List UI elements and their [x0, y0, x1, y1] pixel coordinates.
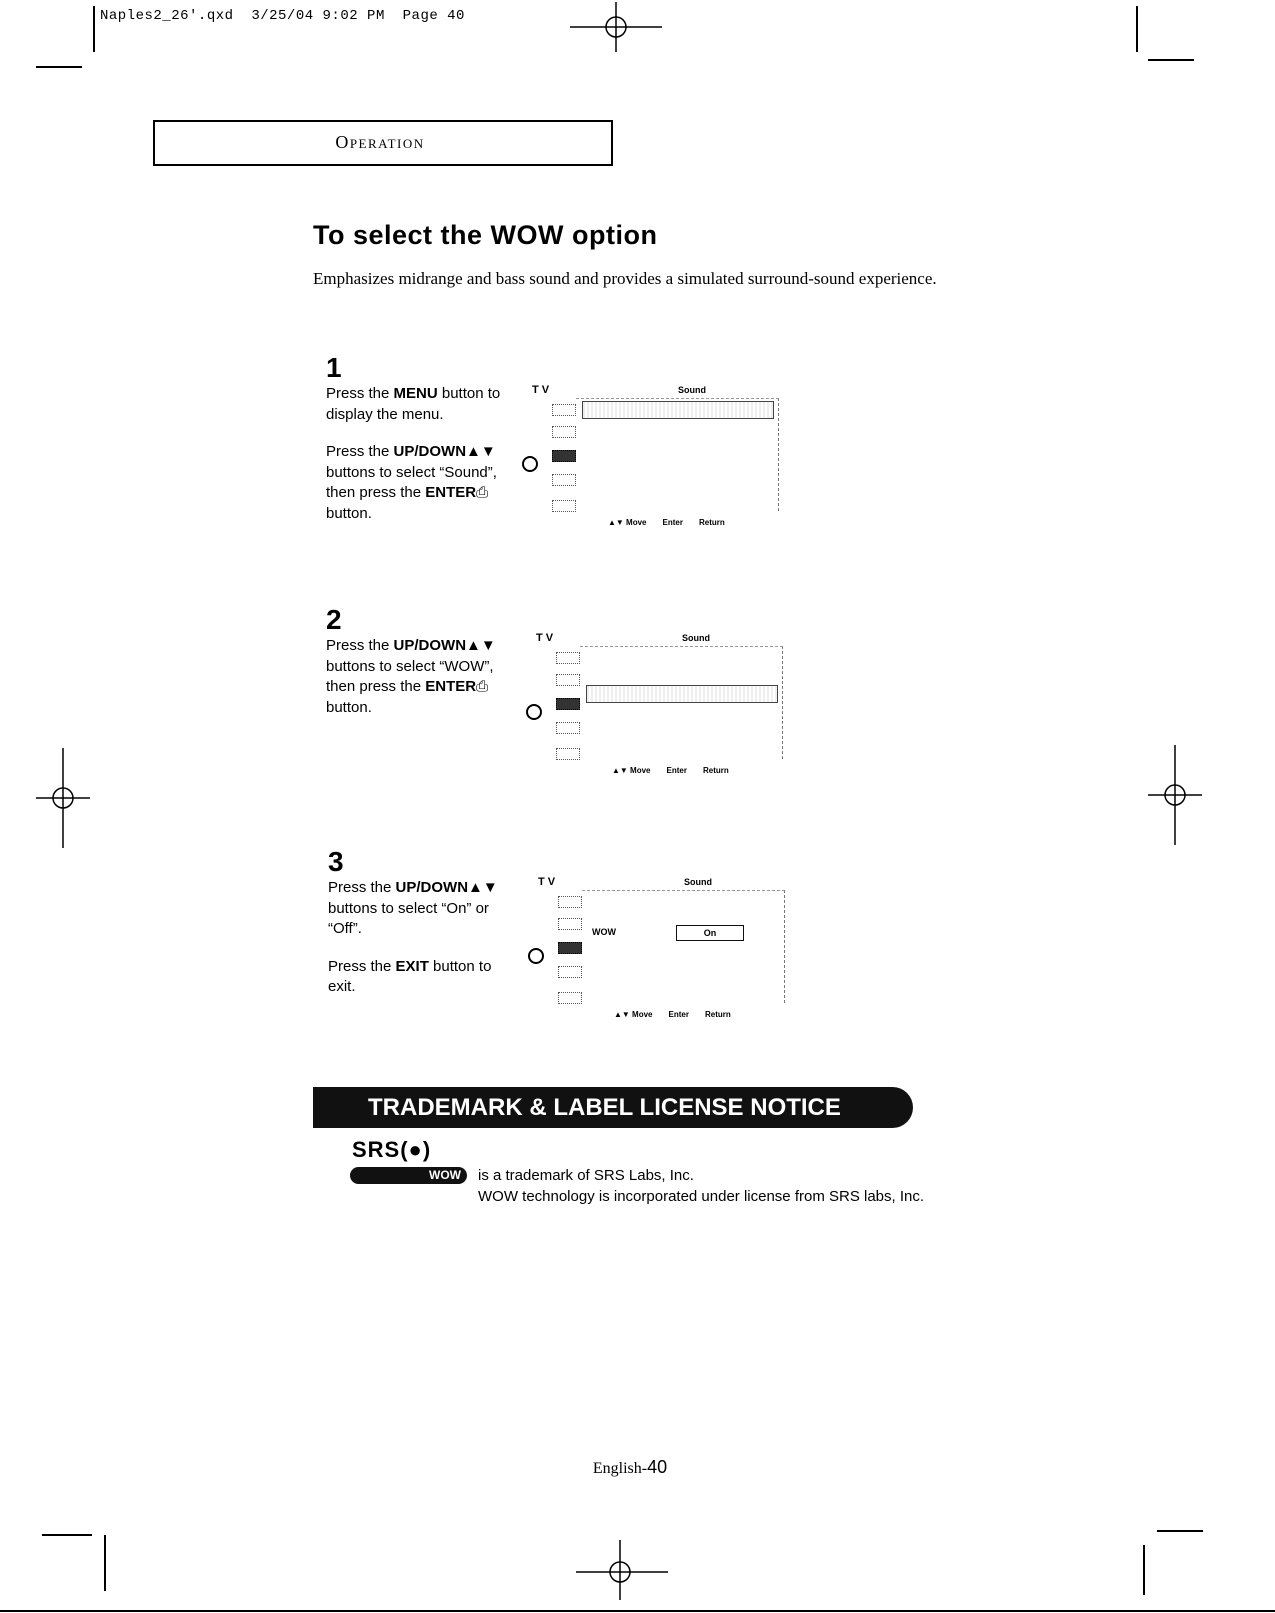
osd-row [588, 981, 778, 997]
osd-row [588, 963, 778, 979]
osd-menu-panel [576, 398, 779, 511]
osd-return-hint: Return [704, 1010, 731, 1019]
osd-setup-icon [526, 988, 586, 1006]
osd-return-hint: Return [702, 766, 729, 775]
intro-text: Emphasizes midrange and bass sound and provides a simulated surround-sound experience. [313, 269, 937, 288]
page-edge [0, 1610, 1275, 1612]
registration-mark-icon [36, 748, 90, 848]
text-run: button. [326, 504, 372, 522]
text-run: buttons to select “Sound”, then press the [326, 463, 497, 501]
osd-knob-icon [528, 948, 544, 964]
footer-language: English- [592, 1460, 648, 1477]
trademark-line: is a trademark of SRS Labs, Inc. [478, 1167, 694, 1184]
registration-mark-icon [572, 1540, 672, 1600]
osd-move-hint: ▲▼ Move [614, 1010, 653, 1019]
step-instructions [326, 636, 511, 735]
osd-row [586, 651, 776, 667]
osd-setup-icon [520, 496, 580, 514]
osd-icon-column [524, 648, 584, 768]
osd-setup-icon [524, 744, 584, 762]
srs-logo: SRS(●) [352, 1137, 432, 1162]
osd-row [588, 895, 778, 911]
osd-row [588, 925, 778, 941]
osd-footer [614, 1010, 747, 1019]
osd-return-hint: Return [698, 518, 725, 527]
page-number: 40 [647, 1457, 668, 1477]
osd-menu-title: Sound [678, 385, 706, 395]
osd-row [582, 401, 774, 419]
osd-picture-icon [520, 422, 580, 440]
osd-footer [612, 766, 745, 775]
osd-on-value: On [676, 925, 744, 941]
osd-move-hint: ▲▼ Move [612, 766, 651, 775]
osd-screenshot [524, 876, 786, 1026]
osd-menu-title: Sound [684, 877, 712, 887]
step-instructions [328, 878, 513, 1015]
text-run: buttons to select “WOW”, then press the [326, 657, 494, 695]
osd-menu-panel [582, 890, 785, 1003]
crop-mark [1143, 1545, 1145, 1595]
text-run: Press the [328, 879, 396, 896]
osd-row [582, 421, 772, 437]
osd-enter-hint: Enter [662, 518, 683, 527]
osd-tv-label: TV [538, 876, 559, 888]
text-run: Press the [326, 637, 394, 654]
step-number: 1 [326, 352, 342, 383]
trademark-text [478, 1165, 924, 1207]
step-instructions [326, 384, 511, 541]
crop-mark [36, 66, 82, 68]
osd-row [586, 685, 778, 703]
osd-enter-hint: Enter [668, 1010, 689, 1019]
osd-input-icon [520, 400, 580, 418]
print-slug: Naples2_26'.qxd 3/25/04 9:02 PM Page 40 [100, 8, 465, 24]
osd-tv-label: TV [536, 632, 557, 644]
trademark-line: WOW technology is incorporated under license from SRS labs, Inc. [478, 1188, 925, 1205]
text-run: buttons to select “On” or “Off”. [328, 899, 489, 937]
osd-knob-icon [526, 704, 542, 720]
osd-channel-icon [520, 470, 580, 488]
osd-row [582, 493, 772, 509]
osd-row [586, 705, 776, 721]
osd-enter-hint: Enter [666, 766, 687, 775]
enter-key-icon: ⎙ [476, 484, 489, 501]
osd-menu-title: Sound [682, 633, 710, 643]
osd-channel-icon [524, 718, 584, 736]
menu-key-label: MENU [393, 385, 438, 402]
osd-icon-column [520, 400, 580, 520]
osd-icon-column [526, 892, 586, 1012]
crop-mark [1157, 1530, 1203, 1532]
wow-logo-badge: WOW [350, 1167, 467, 1184]
osd-row [586, 723, 776, 739]
osd-move-hint: ▲▼ Move [608, 518, 647, 527]
crop-mark [93, 6, 95, 52]
updown-key-label: UP/DOWN▲▼ [395, 879, 498, 896]
text-run: Press the [326, 443, 394, 460]
osd-row [586, 741, 776, 757]
osd-wow-label: WOW [592, 927, 616, 937]
enter-key-label: ENTER [425, 678, 477, 695]
trademark-banner-title: TRADEMARK & LABEL LICENSE NOTICE [368, 1094, 841, 1121]
osd-picture-icon [526, 914, 586, 932]
enter-key-icon: ⎙ [476, 678, 489, 695]
osd-tv-label: TV [532, 384, 553, 396]
osd-footer [608, 518, 741, 527]
osd-screenshot [522, 632, 784, 782]
crop-mark [42, 1534, 92, 1536]
text-run: button. [326, 698, 372, 716]
osd-channel-icon [526, 962, 586, 980]
page-footer [560, 1457, 700, 1478]
section-header: Operation [335, 132, 425, 152]
page-title: To select the WOW option [313, 220, 658, 250]
updown-key-label: UP/DOWN▲▼ [393, 443, 496, 460]
registration-mark-icon [1148, 745, 1202, 845]
osd-row [588, 945, 778, 961]
osd-row [582, 439, 772, 455]
crop-mark [1136, 6, 1138, 52]
osd-knob-icon [522, 456, 538, 472]
osd-picture-icon [524, 670, 584, 688]
crop-mark [104, 1535, 106, 1591]
enter-key-label: ENTER [425, 484, 477, 501]
osd-row [586, 667, 776, 683]
text-run: button to exit. [328, 957, 492, 995]
text-run: button to display the menu. [326, 385, 501, 423]
updown-key-label: UP/DOWN▲▼ [393, 637, 496, 654]
text-run: Press the [326, 385, 394, 402]
osd-row [582, 475, 772, 491]
step-number: 2 [326, 604, 342, 635]
osd-input-icon [524, 648, 584, 666]
osd-menu-panel [580, 646, 783, 759]
registration-mark-icon [566, 2, 666, 52]
osd-screenshot [518, 384, 780, 534]
osd-row [582, 457, 772, 473]
crop-mark [1148, 59, 1194, 61]
text-run: Press the [328, 957, 396, 975]
exit-key-label: EXIT [395, 957, 429, 975]
osd-input-icon [526, 892, 586, 910]
step-number: 3 [328, 846, 344, 877]
